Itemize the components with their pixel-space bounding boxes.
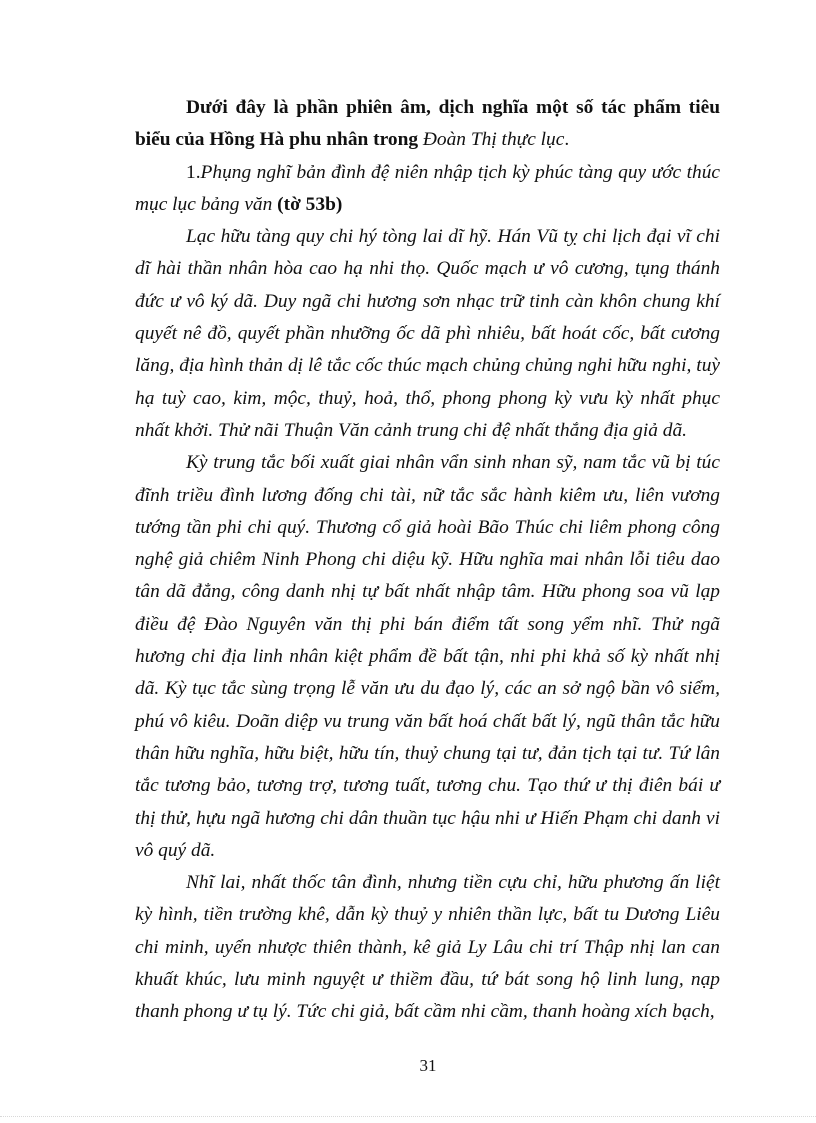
item-title: Phụng nghĩ bản đình đệ niên nhập tịch kỳ phúc tàng quy ước thúc mục lục bảng văn	[135, 161, 720, 215]
item-number: 1.	[186, 161, 201, 183]
intro-paragraph	[135, 92, 720, 157]
item-heading	[135, 157, 720, 222]
paragraph-2: Kỳ trung tắc bối xuất giai nhân vẩn sinh nhan sỹ, nam tắc vũ bị túc đĩnh triều đình lương đống chi tài, nữ tắc sắc hành kiêm ưu, liên vương tướng tần phi chi quý. Thương cổ giả hoài Bão Thúc chi liêm phong công nghệ giả chiêm Ninh Phong chi diệu kỹ. Hữu nghĩa mai nhân lỗi tiêu dao tân dã đẳng, công danh nhị tự bất nhất nhập tâm. Hữu phong soa vũ lạp điều đệ Đào Nguyên văn thị phi bán điểm tất song yểm nhĩ. Thử ngã hương chi địa linh nhân kiệt phẩm đề bất tận, nhi phi khả số kỳ nhất nhị dã. Kỳ tục tắc sùng trọng lễ văn ưu du đạo lý, các an sở ngộ bần vô siểm, phú vô kiêu. Doãn diệp vu trung văn bất hoá chất bất lý, ngũ thân tắc hữu thân hữu nghĩa, hữu biệt, hữu tín, thuỷ chung tại tư, đản tịch tại tư. Tứ lân tắc tương bảo, tương trợ, tương tuất, tương chu. Tạo thứ ư thị điên bái ư thị thử, hựu ngã hương chi dân thuần tục hậu nhi ư Hiến Phạm chi danh vi vô quý dã.	[135, 452, 720, 861]
item-ref: (tờ 53b)	[272, 193, 343, 215]
page-number: 31	[419, 1056, 437, 1075]
intro-bold-text: Dưới đây là phần phiên âm, dịch nghĩa một số tác phẩm tiêu biểu của Hồng Hà phu nhân trong	[135, 97, 720, 151]
intro-end-punct: .	[564, 129, 570, 151]
paragraph-1: Lạc hữu tàng quy chi hý tòng lai dĩ hỹ. Hán Vũ tỵ chi lịch đại vĩ chi dĩ hài thần nhân hòa cao hạ nhi thọ. Quốc mạch ư vô cương, tụng thánh đức ư vô ký dã. Duy ngã chi hương sơn nhạc trữ tinh càn khôn chung khí quyết nê đồ, quyết phần nhưỡng ốc dã phì nhiêu, bất hoát cốc, bất cương lăng, địa hình thản dị lê tắc cốc thúc mạch chủng chủng nghi hữu nghi, tuỳ hạ tuỳ cao, kim, mộc, thuỷ, hoả, thổ, phong phong kỳ vưu kỳ nhất phục nhất khởi. Thử nãi Thuận Văn cảnh trung chi đệ nhất thắng địa giả dã.	[135, 226, 720, 441]
body-text	[135, 92, 720, 1029]
intro-italic-title: Đoàn Thị thực lục	[422, 129, 565, 151]
bottom-rule	[0, 1116, 816, 1117]
paragraph-3: Nhĩ lai, nhất thốc tân đình, nhưng tiền cựu chỉ, hữu phương ấn liệt kỳ hình, tiền trường khê, dẫn kỳ thuỷ y nhiên thần lực, bất tu Dương Liêu chi minh, uyển nhược thiên thành, kê giả Ly Lâu chi trí Thập nhị lan can khuất khúc, lưu minh nguyệt ư thiềm đầu, tứ bát song hộ linh lung, nạp thanh phong ư tụ lý. Tức chi giả, bất cầm nhi cầm, thanh hoàng xích bạch,	[135, 872, 720, 1023]
